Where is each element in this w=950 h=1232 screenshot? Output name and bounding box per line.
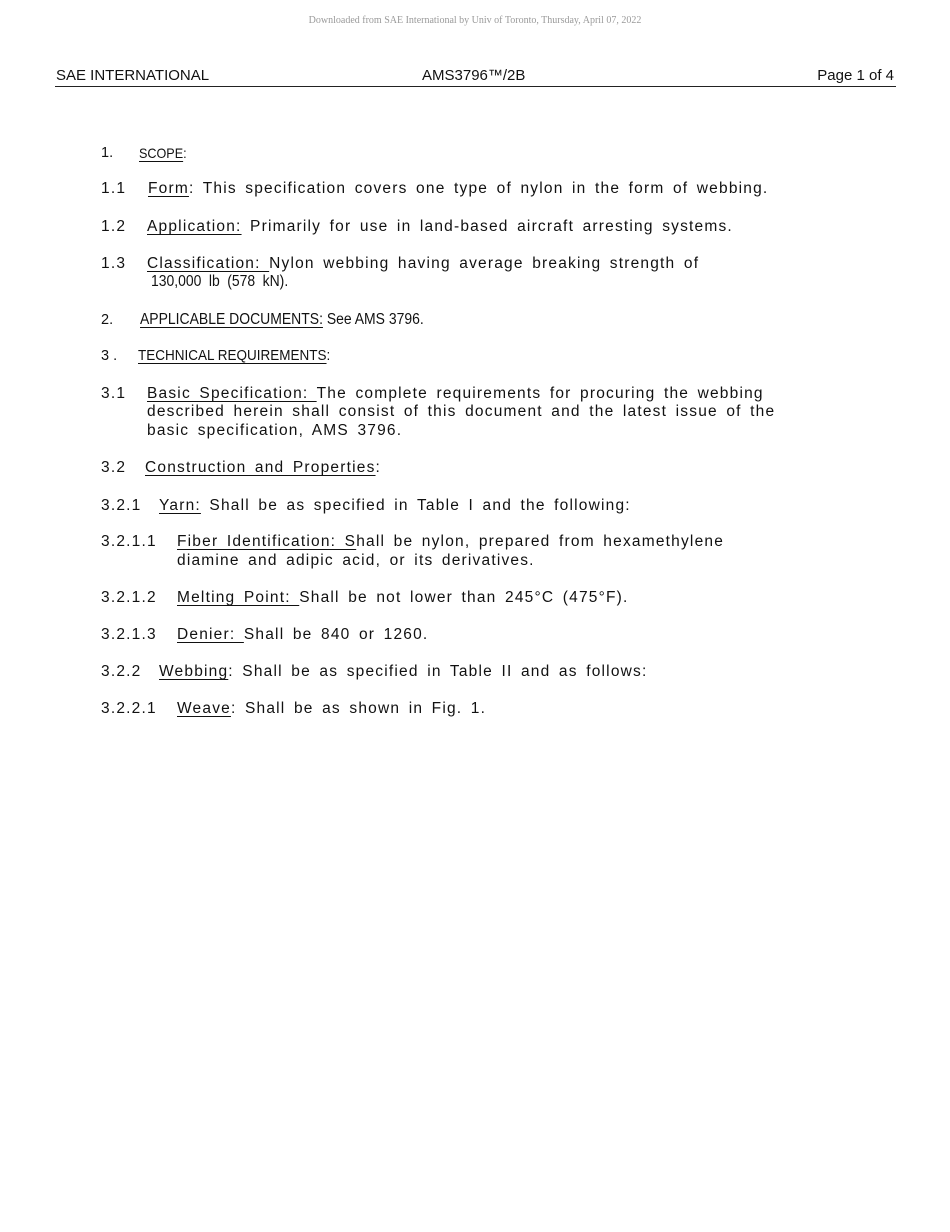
section-title: Denier:: [177, 626, 244, 643]
section-text: : Shall be as shown in Fig. 1.: [230, 700, 487, 717]
section-title: Construction and Properties: [145, 459, 376, 476]
section-number: 3.2.1.1: [101, 533, 157, 550]
section-text: The complete requirements for procuring the webbing: [316, 385, 764, 402]
section-number: 3.2: [101, 459, 127, 476]
section-number: 3.2.2: [101, 663, 142, 680]
section-text: Nylon webbing having average breaking strength of: [269, 255, 700, 272]
section-text: Shall be 840 or 1260.: [243, 626, 429, 643]
section-continuation: [151, 273, 303, 292]
section-title: Application:: [147, 218, 242, 235]
section-title: APPLICABLE DOCUMENTS:: [140, 311, 323, 328]
section-paragraph: [147, 255, 699, 274]
section-text-line-2: described herein shall consist of this document and the latest issue of the: [147, 403, 776, 420]
section-title: Yarn:: [159, 497, 201, 514]
section-text: Shall be as specified in Table I and the following:: [200, 497, 631, 514]
section-text: : This specification covers one type of nylon in the form of webbing.: [188, 180, 769, 197]
section-text: Primarily for use in land-based aircraft arresting systems.: [241, 218, 733, 235]
section-heading-text: [139, 144, 187, 163]
section-title: Form: [148, 180, 189, 197]
section-text: Shall be not lower than 245°C (475°F).: [299, 589, 629, 606]
section-number: 2.: [101, 312, 114, 328]
section-number: 3.2.1: [101, 497, 142, 514]
section-heading-text: [138, 347, 330, 366]
section-number: 1.1: [101, 180, 127, 197]
section-title: Webbing: [159, 663, 229, 680]
section-paragraph: [159, 497, 631, 516]
section-paragraph: [177, 533, 724, 552]
section-title: Weave: [177, 700, 231, 717]
download-watermark: Downloaded from SAE International by Univ of Toronto, Thursday, April 07, 2022: [308, 15, 642, 26]
section-title: SCOPE: [139, 145, 184, 161]
section-heading: [139, 144, 192, 164]
section-heading-text: [140, 311, 424, 330]
section-title: TECHNICAL REQUIREMENTS: [138, 347, 327, 364]
section-paragraph: [177, 700, 486, 719]
section-heading: [138, 347, 352, 366]
section-paragraph: [159, 663, 648, 682]
section-paragraph: [177, 589, 629, 608]
section-text-line-2: diamine and adipic acid, or its derivatives.: [177, 552, 535, 569]
section-title: Classification:: [147, 255, 270, 272]
section-number: 1.2: [101, 218, 127, 235]
section-paragraph: [177, 626, 428, 645]
section-title: Basic Specification:: [147, 385, 317, 402]
section-text-line-3: basic specification, AMS 3796.: [147, 422, 403, 439]
header-page-number: Page 1 of 4: [817, 67, 894, 84]
section-paragraph: [147, 218, 733, 237]
section-text: hall be nylon, prepared from hexamethylene: [356, 533, 725, 550]
section-paragraph: [148, 180, 768, 199]
section-text: See AMS 3796.: [322, 311, 424, 328]
section-title: Fiber Identification: S: [177, 533, 357, 550]
section-number: 3.2.1.2: [101, 589, 157, 606]
section-heading: [145, 459, 381, 478]
section-number: 1.3: [101, 255, 127, 272]
section-title-colon: :: [375, 459, 382, 476]
section-title-colon: :: [183, 145, 187, 161]
section-number: 3 .: [101, 348, 118, 364]
section-title: Melting Point:: [177, 589, 300, 606]
section-paragraph: [147, 385, 764, 404]
section-text: : Shall be as specified in Table II and as follows:: [228, 663, 648, 680]
header-document-number: AMS3796™/2B: [422, 67, 526, 84]
section-number: 3.2.1.3: [101, 626, 157, 643]
section-heading: [140, 311, 455, 330]
page-header: [55, 66, 896, 87]
section-number: 3.2.2.1: [101, 700, 157, 717]
section-title-colon: :: [326, 347, 331, 364]
section-number: 1.: [101, 145, 114, 161]
section-number: 3.1: [101, 385, 127, 402]
section-text-line-2: 130,000 lb (578 kN).: [151, 273, 289, 290]
header-organization: SAE INTERNATIONAL: [56, 67, 210, 84]
